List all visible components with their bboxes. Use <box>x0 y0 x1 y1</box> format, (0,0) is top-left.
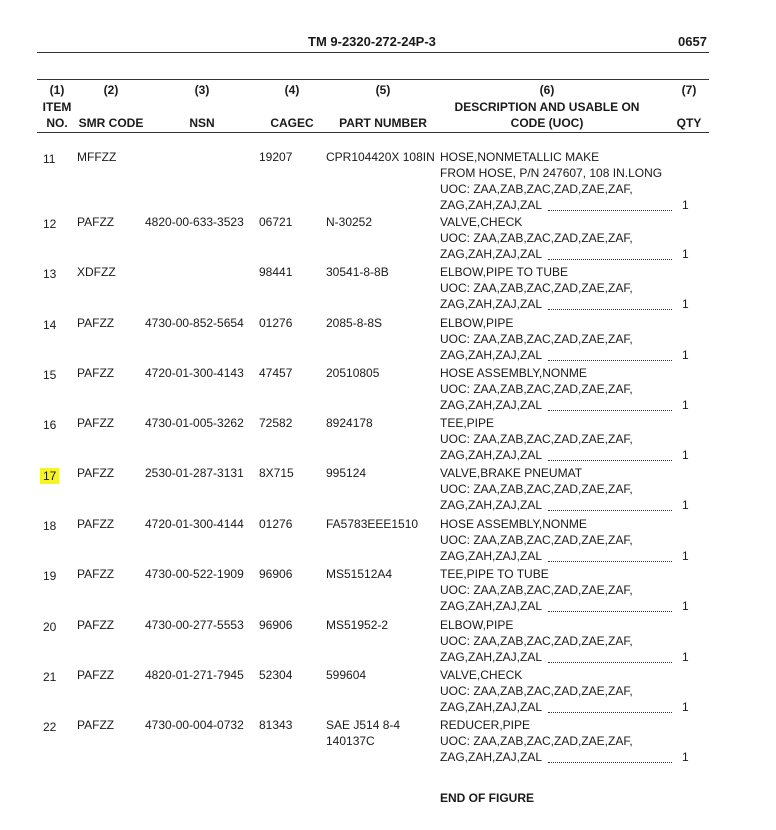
cagec: 01276 <box>259 316 293 330</box>
cagec: 47457 <box>259 366 293 380</box>
cagec: 98441 <box>259 265 293 279</box>
quantity: 1 <box>682 297 689 311</box>
quantity: 1 <box>682 650 689 664</box>
nsn: 2530-01-287-3131 <box>145 466 244 480</box>
part-number: FA5783EEE1510 <box>326 517 419 531</box>
quantity: 1 <box>682 549 689 563</box>
part-number: 8924178 <box>326 416 373 430</box>
nsn: 4730-00-277-5553 <box>145 618 244 632</box>
cagec: 96906 <box>259 567 293 581</box>
description-line: ELBOW,PIPE TO TUBE <box>440 265 569 279</box>
quantity: 1 <box>682 700 689 714</box>
description-line: ZAG,ZAH,ZAJ,ZAL <box>440 549 543 563</box>
cagec: 19207 <box>259 150 293 164</box>
description-line: REDUCER,PIPE <box>440 718 531 732</box>
item-number: 15 <box>43 368 57 382</box>
description-line: ZAG,ZAH,ZAJ,ZAL <box>440 198 543 212</box>
description-line: ELBOW,PIPE <box>440 316 514 330</box>
column-number: (7) <box>681 83 697 97</box>
dot-leader <box>548 452 672 461</box>
smr-code: PAFZZ <box>77 618 115 632</box>
description-line: UOC: ZAA,ZAB,ZAC,ZAD,ZAE,ZAF, <box>440 281 633 295</box>
part-number: 2085-8-8S <box>326 316 383 330</box>
nsn: 4730-01-005-3262 <box>145 416 244 430</box>
column-label: NO. <box>46 116 68 130</box>
column-number: (4) <box>284 83 300 97</box>
description-line: UOC: ZAA,ZAB,ZAC,ZAD,ZAE,ZAF, <box>440 634 633 648</box>
column-label: PART NUMBER <box>339 116 427 130</box>
part-number: N-30252 <box>326 215 373 229</box>
dot-leader <box>548 301 672 310</box>
smr-code: PAFZZ <box>77 718 115 732</box>
part-number: 995124 <box>326 466 367 480</box>
dot-leader <box>548 352 672 361</box>
cagec: 06721 <box>259 215 293 229</box>
description-line: VALVE,BRAKE PNEUMAT <box>440 466 583 480</box>
smr-code: PAFZZ <box>77 316 115 330</box>
column-number: (6) <box>539 83 555 97</box>
description-line: TEE,PIPE TO TUBE <box>440 567 549 581</box>
description-line: ZAG,ZAH,ZAJ,ZAL <box>440 398 543 412</box>
item-number: 21 <box>43 670 57 684</box>
item-number: 20 <box>43 620 57 634</box>
dot-leader <box>548 502 672 511</box>
cagec: 8X715 <box>259 466 294 480</box>
dot-leader <box>548 603 672 612</box>
description-line: ZAG,ZAH,ZAJ,ZAL <box>440 498 543 512</box>
dot-leader <box>548 754 672 763</box>
description-line: UOC: ZAA,ZAB,ZAC,ZAD,ZAE,ZAF, <box>440 231 633 245</box>
part-number: 20510805 <box>326 366 380 380</box>
quantity: 1 <box>682 247 689 261</box>
part-number: 599604 <box>326 668 367 682</box>
page-number: 0657 <box>678 34 707 49</box>
smr-code: PAFZZ <box>77 567 115 581</box>
description-line: ZAG,ZAH,ZAJ,ZAL <box>440 448 543 462</box>
smr-code: PAFZZ <box>77 668 115 682</box>
description-line: UOC: ZAA,ZAB,ZAC,ZAD,ZAE,ZAF, <box>440 533 633 547</box>
part-number: MS51512A4 <box>326 567 393 581</box>
column-label: CAGEC <box>270 116 314 130</box>
column-number: (5) <box>375 83 391 97</box>
quantity: 1 <box>682 498 689 512</box>
item-number: 18 <box>43 519 57 533</box>
description-line: UOC: ZAA,ZAB,ZAC,ZAD,ZAE,ZAF, <box>440 432 633 446</box>
part-number: CPR104420X 108IN <box>326 150 435 164</box>
dot-leader <box>548 402 672 411</box>
description-line: ZAG,ZAH,ZAJ,ZAL <box>440 700 543 714</box>
description-line: HOSE ASSEMBLY,NONME <box>440 517 587 531</box>
dot-leader <box>548 553 672 562</box>
part-number: MS51952-2 <box>326 618 389 632</box>
part-number: SAE J514 8-4 <box>326 718 401 732</box>
description-line: UOC: ZAA,ZAB,ZAC,ZAD,ZAE,ZAF, <box>440 583 633 597</box>
item-number: 16 <box>43 418 57 432</box>
description-line: VALVE,CHECK <box>440 668 523 682</box>
description-line: UOC: ZAA,ZAB,ZAC,ZAD,ZAE,ZAF, <box>440 332 633 346</box>
end-of-figure: END OF FIGURE <box>440 791 535 805</box>
quantity: 1 <box>682 599 689 613</box>
nsn: 4720-01-300-4144 <box>145 517 244 531</box>
smr-code: PAFZZ <box>77 416 115 430</box>
nsn: 4730-00-004-0732 <box>145 718 244 732</box>
column-label: SMR CODE <box>78 116 144 130</box>
smr-code: XDFZZ <box>77 265 116 279</box>
description-line: ZAG,ZAH,ZAJ,ZAL <box>440 297 543 311</box>
smr-code: PAFZZ <box>77 366 115 380</box>
dot-leader <box>548 704 672 713</box>
column-label-top: DESCRIPTION AND USABLE ON <box>454 100 640 114</box>
column-label: QTY <box>676 116 702 130</box>
nsn: 4730-00-522-1909 <box>145 567 244 581</box>
item-number: 22 <box>43 720 57 734</box>
description-line: ZAG,ZAH,ZAJ,ZAL <box>440 650 543 664</box>
description-line: ELBOW,PIPE <box>440 618 514 632</box>
quantity: 1 <box>682 348 689 362</box>
doc-number: TM 9-2320-272-24P-3 <box>308 34 436 49</box>
header-rule <box>37 52 709 53</box>
column-header-rule <box>37 132 709 133</box>
cagec: 52304 <box>259 668 293 682</box>
item-number: 14 <box>43 318 57 332</box>
description-line: TEE,PIPE <box>440 416 495 430</box>
cagec: 81343 <box>259 718 293 732</box>
column-label: CODE (UOC) <box>510 116 584 130</box>
item-number: 12 <box>43 217 57 231</box>
nsn: 4720-01-300-4143 <box>145 366 244 380</box>
dot-leader <box>548 654 672 663</box>
smr-code: PAFZZ <box>77 466 115 480</box>
description-line: HOSE ASSEMBLY,NONME <box>440 366 587 380</box>
description-line: ZAG,ZAH,ZAJ,ZAL <box>440 599 543 613</box>
item-number: 11 <box>43 152 56 166</box>
part-number: 140137C <box>326 734 375 748</box>
dot-leader <box>548 251 672 260</box>
item-number: 17 <box>40 468 59 484</box>
smr-code: PAFZZ <box>77 517 115 531</box>
quantity: 1 <box>682 198 689 212</box>
cagec: 96906 <box>259 618 293 632</box>
part-number: 30541-8-8B <box>326 265 389 279</box>
description-line: FROM HOSE, P/N 247607, 108 IN.LONG <box>440 166 663 180</box>
smr-code: PAFZZ <box>77 215 115 229</box>
cagec: 72582 <box>259 416 293 430</box>
description-line: UOC: ZAA,ZAB,ZAC,ZAD,ZAE,ZAF, <box>440 734 633 748</box>
description-line: UOC: ZAA,ZAB,ZAC,ZAD,ZAE,ZAF, <box>440 684 633 698</box>
description-line: ZAG,ZAH,ZAJ,ZAL <box>440 348 543 362</box>
column-number: (1) <box>49 83 65 97</box>
description-line: VALVE,CHECK <box>440 215 523 229</box>
quantity: 1 <box>682 448 689 462</box>
cagec: 01276 <box>259 517 293 531</box>
column-label-top: ITEM <box>42 100 72 114</box>
column-number: (3) <box>194 83 210 97</box>
dot-leader <box>548 202 672 211</box>
description-line: ZAG,ZAH,ZAJ,ZAL <box>440 750 543 764</box>
quantity: 1 <box>682 398 689 412</box>
nsn: 4820-00-633-3523 <box>145 215 244 229</box>
nsn: 4820-01-271-7945 <box>145 668 244 682</box>
description-line: HOSE,NONMETALLIC MAKE <box>440 150 600 164</box>
column-number: (2) <box>103 83 119 97</box>
smr-code: MFFZZ <box>77 150 117 164</box>
quantity: 1 <box>682 750 689 764</box>
item-number: 19 <box>43 569 57 583</box>
item-number: 13 <box>43 267 57 281</box>
description-line: UOC: ZAA,ZAB,ZAC,ZAD,ZAE,ZAF, <box>440 382 633 396</box>
description-line: UOC: ZAA,ZAB,ZAC,ZAD,ZAE,ZAF, <box>440 482 633 496</box>
description-line: UOC: ZAA,ZAB,ZAC,ZAD,ZAE,ZAF, <box>440 182 633 196</box>
nsn: 4730-00-852-5654 <box>145 316 244 330</box>
description-line: ZAG,ZAH,ZAJ,ZAL <box>440 247 543 261</box>
column-label: NSN <box>189 116 215 130</box>
table-top-rule <box>37 79 709 80</box>
